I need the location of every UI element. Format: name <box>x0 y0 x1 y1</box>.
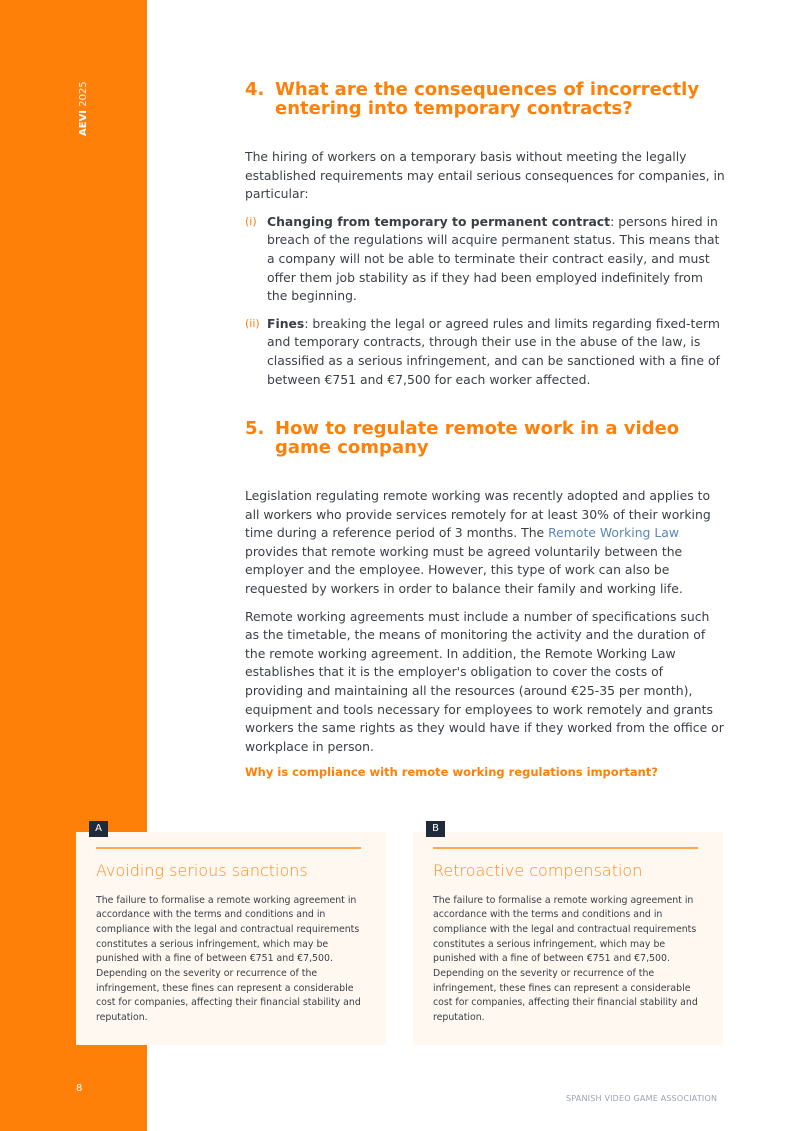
section-4-heading <box>245 80 725 118</box>
text: Legislation regulating remote working was recently adopted and applies to all workers who provide services remotely for at least 30% of their working time during a reference period of 3 months. The <box>245 488 711 541</box>
heading-text: How to regulate remote work in a video game company <box>275 418 680 458</box>
heading-text: What are the consequences of incorrectly entering into temporary contracts? <box>275 79 700 119</box>
section-5 <box>245 419 725 779</box>
card-body: The failure to formalise a remote working agreement in accordance with the terms and conditions and in compliance with the legal and contractual requirements constitutes a serious infringement, which may be punished with a fine of between €751 and €7,500. Depending on the severity or recurrence of the infringement, these fines can represent a considerable cost for companies, affecting their financial stability and reputation. <box>96 894 361 1024</box>
divider <box>433 847 698 849</box>
footer: SPANISH VIDEO GAME ASSOCIATION <box>566 1094 718 1103</box>
desc: : breaking the legal or agreed rules and limits regarding fixed-term and temporary contracts, through their use in the abuse of the law, is classified as a serious infringement, and can be sanctioned with a fine of between €751 and €7,500 for each worker affected. <box>267 315 720 387</box>
paragraph <box>245 487 725 599</box>
year: 2025 <box>78 81 89 107</box>
list-item <box>245 315 725 389</box>
page-number: 8 <box>76 1083 83 1094</box>
section-4 <box>245 80 725 398</box>
marker: (ii) <box>245 316 260 330</box>
question: Why is compliance with remote working regulations important? <box>245 765 658 780</box>
card-b <box>413 823 723 1045</box>
list-item <box>245 213 725 306</box>
heading-number: 5. <box>245 418 265 439</box>
heading-number: 4. <box>245 79 265 100</box>
term: Fines <box>267 315 305 331</box>
card-title: Retroactive compensation <box>433 860 643 880</box>
term: Changing from temporary to permanent contract <box>267 213 611 229</box>
intro: The hiring of workers on a temporary basis without meeting the legally established requirements may entail serious consequences for companies, in particular: <box>245 149 725 202</box>
brand: AEVI <box>78 109 89 136</box>
divider <box>96 847 361 849</box>
desc: : persons hired in breach of the regulations will acquire permanent status. This means that a company will not be able to terminate their contract easily, and must offer them job stability as if they had been employed indefinitely from the beginning. <box>267 213 720 304</box>
text: provides that remote working must be agreed voluntarily between the employer and the employee. However, this type of work can also be requested by workers in order to balance their family and working life. <box>245 543 683 596</box>
card-a <box>76 823 386 1045</box>
card-title: Avoiding serious sanctions <box>96 860 308 880</box>
marker: (i) <box>245 214 257 228</box>
card-tag: A <box>89 821 108 837</box>
paragraph: Remote working agreements must include a number of specifications such as the timetable, the means of monitoring the activity and the duration of the remote working agreement. In addition, the Remote Working Law establishes that it is the employer's obligation to cover the costs of providing and maintaining all the resources (around €25-35 per month), equipment and tools necessary for employees to work remotely and grants workers the same rights as they would have if they worked from the office or workplace in person. <box>245 608 724 754</box>
card-body: The failure to formalise a remote working agreement in accordance with the terms and conditions and in compliance with the legal and contractual requirements constitutes a serious infringement, which may be punished with a fine of between €751 and €7,500. Depending on the severity or recurrence of the infringement, these fines can represent a considerable cost for companies, affecting their financial stability and reputation. <box>433 894 698 1024</box>
card-tag: B <box>426 821 445 837</box>
remote-working-law-link[interactable]: Remote Working Law <box>548 525 679 541</box>
running-header <box>78 81 89 136</box>
section-5-heading <box>245 419 725 457</box>
